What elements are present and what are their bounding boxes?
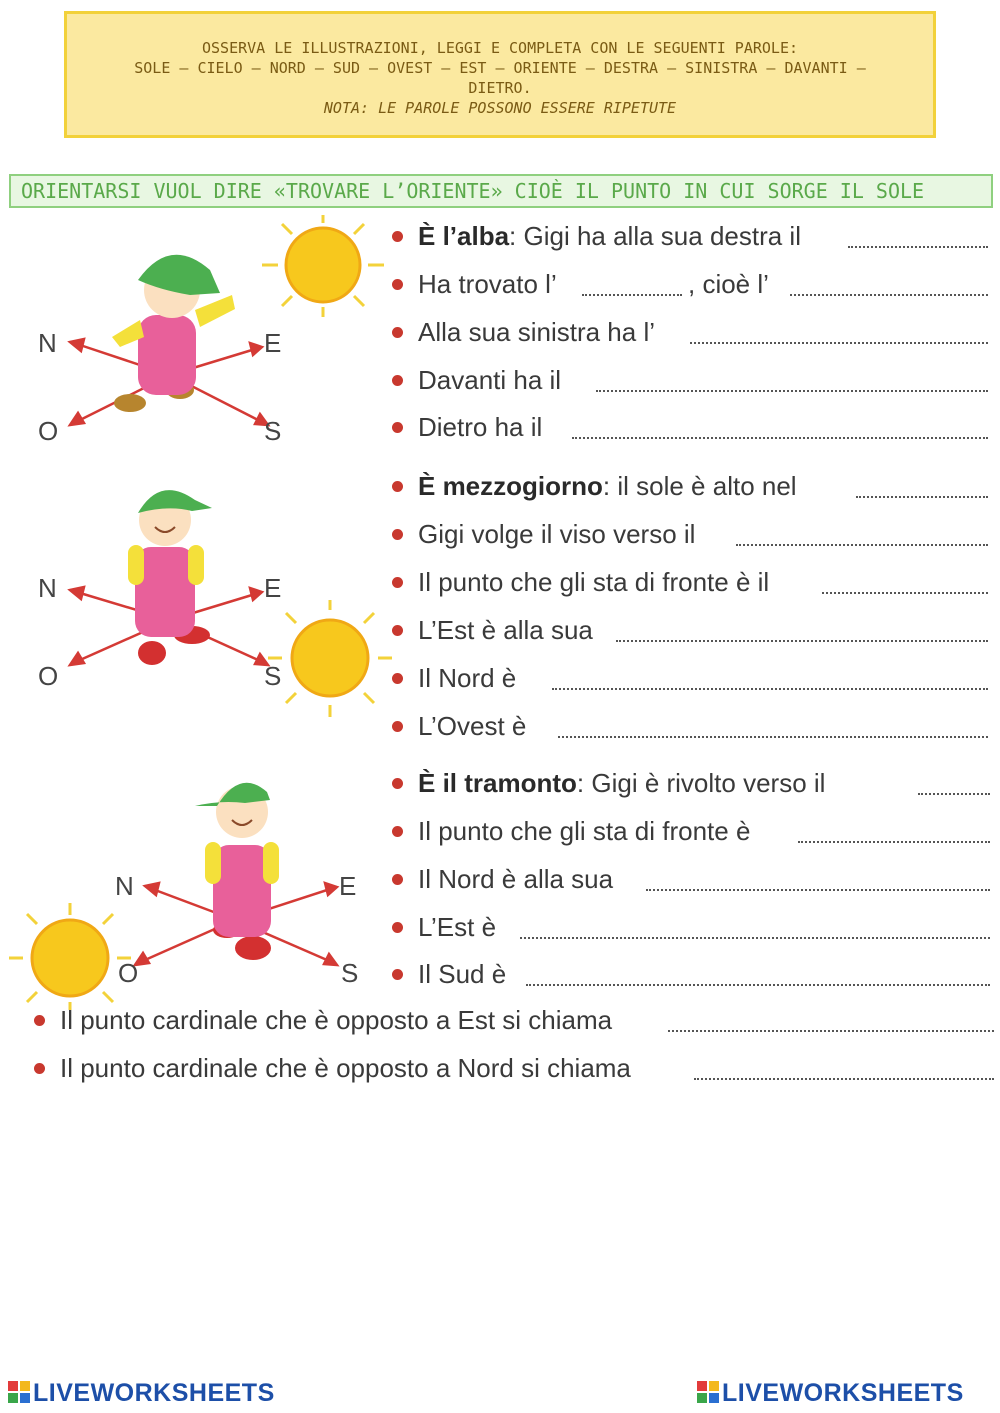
liveworksheets-logo-icon: [697, 1381, 719, 1403]
instructions-box: [64, 11, 936, 138]
bullet-icon: [392, 969, 403, 980]
alba-q1-text: : Gigi ha alla sua destra il: [509, 221, 801, 251]
bullet-icon: [392, 922, 403, 933]
bullet-icon: [392, 327, 403, 338]
final-q1-text: Il punto cardinale che è opposto a Est si chiama: [60, 1005, 613, 1035]
tramonto-q4-text: L’Est è: [418, 912, 497, 942]
instructions-word-list: SOLE – CIELO – NORD – SUD – OVEST – EST – ORIENTE – DESTRA – SINISTRA – DAVANTI –: [134, 59, 866, 77]
answer-blank[interactable]: [694, 1054, 994, 1080]
answer-blank[interactable]: [822, 568, 988, 594]
bullet-icon: [392, 778, 403, 789]
mezzogiorno-q3-text: Il punto che gli sta di fronte è il: [418, 567, 770, 597]
label-north: N: [38, 573, 57, 603]
bullet-icon: [392, 529, 403, 540]
footer-brand-right: [697, 1379, 964, 1408]
answer-blank[interactable]: [848, 222, 988, 248]
tramonto-q2-text: Il punto che gli sta di fronte è: [418, 816, 751, 846]
mezzogiorno-heading: È mezzogiorno: [418, 471, 603, 501]
alba-q3-text: Alla sua sinistra ha l’: [418, 317, 655, 347]
mezzogiorno-q4-text: L’Est è alla sua: [418, 615, 593, 645]
bullet-icon: [392, 625, 403, 636]
bullet-icon: [392, 721, 403, 732]
label-east: E: [339, 871, 357, 901]
instructions-note: NOTA: LE PAROLE POSSONO ESSERE RIPETUTE: [323, 99, 677, 117]
answer-blank[interactable]: [582, 270, 682, 296]
sun-icon: [9, 903, 131, 1010]
bullet-icon: [392, 874, 403, 885]
footer-brand-text: LIVEWORKSHEETS: [33, 1379, 275, 1407]
tramonto-q3-text: Il Nord è alla sua: [418, 864, 614, 894]
answer-blank[interactable]: [690, 318, 988, 344]
sunrise-illustration: [20, 215, 400, 455]
label-north: N: [115, 871, 134, 901]
sunset-illustration: [5, 770, 395, 1010]
footer-brand-text: LIVEWORKSHEETS: [722, 1379, 964, 1407]
sun-icon: [268, 600, 392, 717]
instructions-line-1: OSSERVA LE ILLUSTRAZIONI, LEGGI E COMPLETA CON LE SEGUENTI PAROLE:: [201, 39, 799, 57]
liveworksheets-logo-icon: [8, 1381, 30, 1403]
bullet-icon: [392, 375, 403, 386]
label-south: S: [264, 416, 282, 446]
orientation-banner: ORIENTARSI VUOL DIRE «TROVARE L’ORIENTE» CIOÈ IL PUNTO IN CUI SORGE IL SOLE: [9, 174, 993, 208]
mezzogiorno-q6-text: L’Ovest è: [418, 711, 527, 741]
bullet-icon: [34, 1063, 45, 1074]
label-east: E: [264, 573, 282, 603]
gigi-child-front: [128, 490, 212, 665]
bullet-icon: [34, 1015, 45, 1026]
tramonto-q1-text: : Gigi è rivolto verso il: [576, 768, 826, 798]
label-north: N: [38, 328, 57, 358]
mezzogiorno-q5-text: Il Nord è: [418, 663, 517, 693]
answer-blank[interactable]: [790, 270, 988, 296]
alba-q4-text: Davanti ha il: [418, 365, 562, 395]
alba-q2-text-a: Ha trovato l’: [418, 269, 557, 299]
label-west: O: [118, 958, 139, 988]
mezzogiorno-q2-text: Gigi volge il viso verso il: [418, 519, 696, 549]
bullet-icon: [392, 673, 403, 684]
bullet-icon: [392, 826, 403, 837]
mezzogiorno-q1-text: : il sole è alto nel: [602, 471, 797, 501]
label-east: E: [264, 328, 282, 358]
bullet-icon: [392, 422, 403, 433]
alba-heading: È l’alba: [418, 221, 510, 251]
label-south: S: [264, 661, 282, 691]
tramonto-q5-text: Il Sud è: [418, 959, 507, 989]
alba-q2-text-b: , cioè l’: [688, 269, 769, 299]
answer-blank[interactable]: [646, 865, 990, 891]
answer-blank[interactable]: [596, 366, 988, 392]
gigi-child-back: [112, 255, 235, 412]
answer-blank[interactable]: [552, 664, 988, 690]
answer-blank[interactable]: [798, 817, 990, 843]
alba-q5-text: Dietro ha il: [418, 412, 543, 442]
answer-blank[interactable]: [558, 712, 988, 738]
instructions-word-list-end: DIETRO.: [468, 79, 532, 97]
label-west: O: [38, 661, 59, 691]
answer-blank[interactable]: [736, 520, 988, 546]
final-q2-text: Il punto cardinale che è opposto a Nord si chiama: [60, 1053, 631, 1083]
answer-blank[interactable]: [918, 769, 990, 795]
answer-blank[interactable]: [572, 413, 988, 439]
tramonto-heading: È il tramonto: [418, 768, 577, 798]
label-west: O: [38, 416, 59, 446]
answer-blank[interactable]: [856, 472, 988, 498]
noon-illustration: [20, 475, 400, 725]
bullet-icon: [392, 279, 403, 290]
answer-blank[interactable]: [526, 960, 990, 986]
bullet-icon: [392, 481, 403, 492]
sun-icon: [262, 215, 384, 317]
answer-blank[interactable]: [668, 1006, 994, 1032]
bullet-icon: [392, 231, 403, 242]
label-south: S: [341, 958, 359, 988]
alba-q2-continuation: [688, 268, 769, 300]
bullet-icon: [392, 577, 403, 588]
footer-brand-left: [8, 1379, 275, 1408]
answer-blank[interactable]: [520, 913, 990, 939]
answer-blank[interactable]: [616, 616, 988, 642]
